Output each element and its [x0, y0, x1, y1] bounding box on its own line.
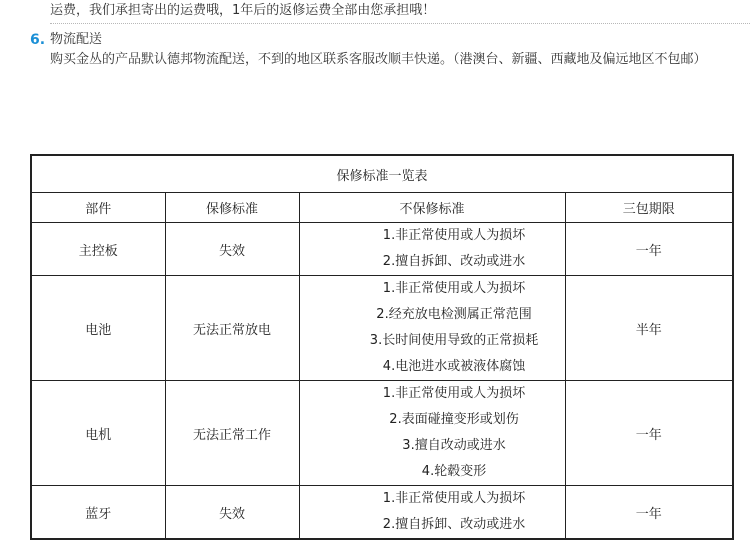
cell-standard: 失效	[165, 223, 299, 276]
exclusion-item: 3.长时间使用导致的正常损耗	[369, 333, 539, 348]
cell-period: 半年	[565, 276, 733, 381]
section-title: 物流配送	[50, 32, 103, 47]
exclusion-item: 1.非正常使用或人为损坏	[382, 281, 526, 296]
section-body: 购买金丛的产品默认德邦物流配送，不到的地区联系客服改顺丰快递。（港澳台、新疆、西藏地及偏远地区不包邮）	[50, 52, 707, 67]
table-row	[31, 486, 733, 540]
cell-standard: 无法正常工作	[165, 381, 299, 486]
cell-exclusions	[299, 486, 565, 540]
exclusion-item: 1.非正常使用或人为损坏	[382, 491, 526, 506]
exclusion-item: 1.非正常使用或人为损坏	[382, 386, 526, 401]
table-row	[31, 223, 733, 276]
exclusion-item: 1.非正常使用或人为损坏	[382, 228, 526, 243]
table-header-row	[31, 193, 733, 223]
cell-exclusions	[299, 223, 565, 276]
exclusion-item: 2.擅自拆卸、改动或进水	[382, 254, 526, 269]
header-part: 部件	[31, 193, 165, 223]
cell-exclusions	[299, 381, 565, 486]
dotted-divider	[50, 23, 750, 24]
cell-period: 一年	[565, 486, 733, 540]
table-row	[31, 276, 733, 381]
cell-period: 一年	[565, 223, 733, 276]
cell-part: 电机	[31, 381, 165, 486]
exclusion-item: 4.轮毂变形	[421, 464, 487, 479]
table-caption: 保修标准一览表	[31, 155, 733, 193]
shipping-note-text: 运费，我们承担寄出的运费哦，1年后的返修运费全部由您承担哦！	[50, 3, 436, 18]
header-period: 三包期限	[565, 193, 733, 223]
exclusion-item: 2.表面碰撞变形或划伤	[389, 412, 519, 427]
cell-part: 蓝牙	[31, 486, 165, 540]
exclusion-item: 4.电池进水或被液体腐蚀	[382, 359, 526, 374]
header-standard: 保修标准	[165, 193, 299, 223]
exclusion-item: 2.擅自拆卸、改动或进水	[382, 517, 526, 532]
table-row	[31, 381, 733, 486]
exclusion-item: 3.擅自改动或进水	[402, 438, 506, 453]
warranty-table	[30, 154, 734, 540]
cell-standard: 失效	[165, 486, 299, 540]
section-number: 6.	[30, 32, 46, 48]
cell-standard: 无法正常放电	[165, 276, 299, 381]
cell-part: 电池	[31, 276, 165, 381]
cell-exclusions	[299, 276, 565, 381]
header-exclusions: 不保修标准	[299, 193, 565, 223]
exclusion-item: 2.经充放电检测属正常范围	[376, 307, 532, 322]
cell-part: 主控板	[31, 223, 165, 276]
cell-period: 一年	[565, 381, 733, 486]
